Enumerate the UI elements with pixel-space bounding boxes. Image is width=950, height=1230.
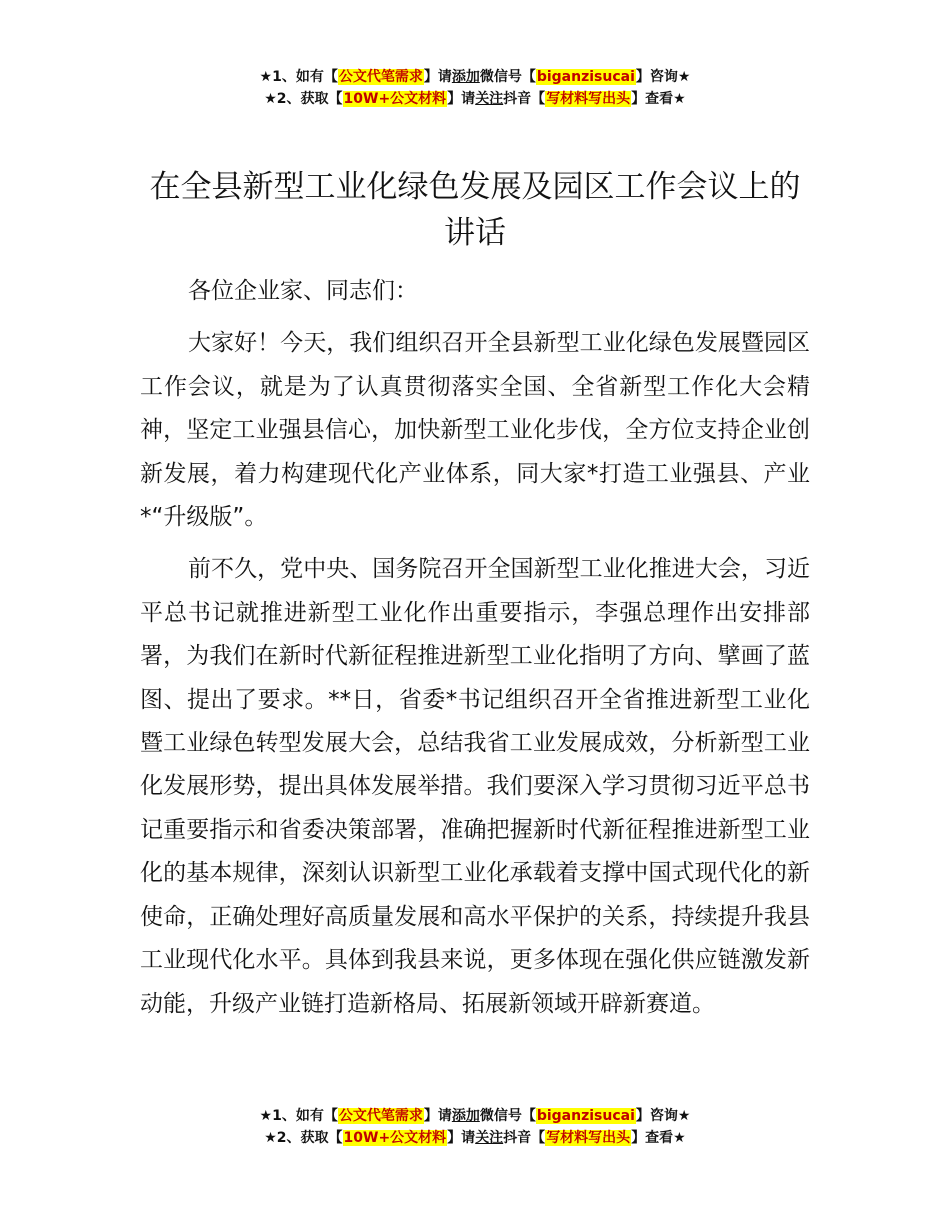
document-body [140,270,810,1035]
promo-underline-add: 添加 [451,69,480,85]
promo-text: 】查看★ [631,91,686,107]
promo-highlight-service: 公文代笔需求 [338,1108,423,1124]
promo-header [0,66,950,110]
promo-text: ★1、如有【 [259,69,338,85]
document-title: 在全县新型工业化绿色发展及园区工作会议上的讲话 [149,169,801,251]
promo-text: ★1、如有【 [259,1108,338,1124]
promo-line-1 [0,1105,950,1127]
promo-text: 】请 [447,91,476,107]
promo-text: 】请 [423,69,452,85]
promo-underline-follow: 关注 [475,91,504,107]
promo-text: 微信号【 [479,69,536,85]
promo-text: 抖音【 [503,91,546,107]
promo-text: 微信号【 [479,1108,536,1124]
promo-highlight-wechat-id: biganzisucai [536,69,635,85]
promo-highlight-service: 公文代笔需求 [338,69,423,85]
promo-text: 】查看★ [631,1130,686,1146]
promo-text: ★2、获取【 [264,1130,343,1146]
paragraph-opening: 大家好！今天，我们组织召开全县新型工业化绿色发展暨园区工作会议，就是为了认真贯彻落实全国、全省新型工作化大会精神，坚定工业强县信心，加快新型工业化步伐，全方位支持企业创新发展，着力构建现代化产业体系，同大家*打造工业强县、产业*“升级版”。 [140,330,810,531]
promo-highlight-wechat-id: biganzisucai [536,1108,635,1124]
promo-line-1 [0,66,950,88]
promo-text: 】请 [447,1130,476,1146]
promo-underline-add: 添加 [451,1108,480,1124]
promo-highlight-douyin-account: 写材料写出头 [546,91,631,107]
promo-text: ★2、获取【 [264,91,343,107]
promo-highlight-materials: 10W+公文材料 [343,91,447,107]
promo-text: 】咨询★ [635,1108,691,1124]
promo-text: 】咨询★ [635,69,691,85]
paragraph-background: 前不久，党中央、国务院召开全国新型工业化推进大会，习近平总书记就推进新型工业化作出重要指示，李强总理作出安排部署，为我们在新时代新征程推进新型工业化指明了方向、擘画了蓝图、提出了要求。**日，省委*书记组织召开全省推进新型工业化暨工业绿色转型发展大会，总结我省工业发展成效，分析新型工业化发展形势，提出具体发展举措。我们要深入学习贯彻习近平总书记重要指示和省委决策部署，准确把握新时代新征程推进新型工业化的基本规律，深刻认识新型工业化承载着支撑中国式现代化的新使命，正确处理好高质量发展和高水平保护的关系，持续提升我县工业现代化水平。具体到我县来说，更多体现在强化供应链激发新动能，升级产业链打造新格局、拓展新领域开辟新赛道。 [140,556,810,1017]
promo-line-2 [0,1127,950,1149]
promo-footer [0,1105,950,1149]
promo-highlight-materials: 10W+公文材料 [343,1130,447,1146]
promo-highlight-douyin-account: 写材料写出头 [546,1130,631,1146]
paragraph-salutation: 各位企业家、同志们： [188,278,418,304]
promo-underline-follow: 关注 [475,1130,504,1146]
promo-text: 】请 [423,1108,452,1124]
promo-line-2 [0,88,950,110]
promo-text: 抖音【 [503,1130,546,1146]
